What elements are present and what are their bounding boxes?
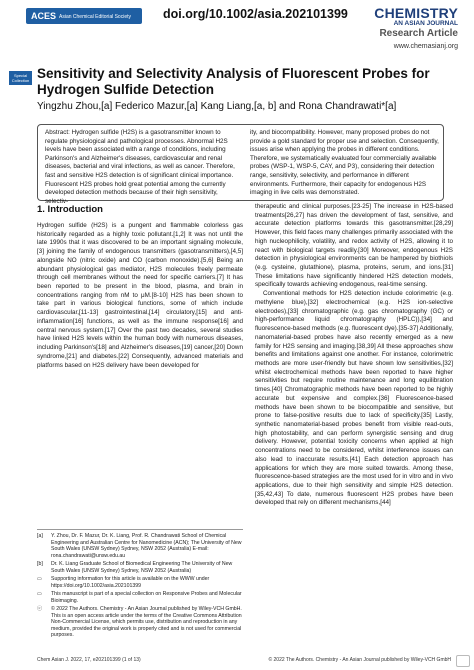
- article-type: Research Article: [379, 28, 458, 39]
- abstract-left-column: [45, 129, 235, 206]
- left-column-body: [37, 222, 243, 370]
- document-icon: ▭: [37, 576, 42, 582]
- footnote-text: © 2022 The Authors. Chemistry - An Asian Journal published by Wiley-VCH GmbH. This is an open access article under the terms of the Creative Commons Attribution Non-Commercial License, which permits use, distribution and reproduction in any medium, provided the original work is properly cited and is not used for commercial purposes.: [51, 606, 242, 638]
- open-access-icon: ⓒ: [37, 606, 43, 612]
- footnote-affiliation-b: [37, 561, 243, 574]
- footnote-marker: [a]: [37, 533, 43, 539]
- citation: Chem Asian J. 2022, 17, e202101399 (1 of 13): [37, 657, 141, 663]
- aces-logo: [26, 8, 142, 24]
- website-link[interactable]: www.chemasianj.org: [393, 43, 458, 50]
- section-heading: 1. Introduction: [37, 204, 103, 215]
- body-paragraph: Conventional methods for H2S detection include colorimetric (e.g. methylene blue),[32] electrochemical (e.g. H2S ion-selective electrodes),[33] chromatographic (e.g. gas chromatography (GC) or high-performance liquid chromatography (HPLC)),[34] and fluorescence-based methods (e.g. fluorescent dye).[35-37] Additionally, nanomaterial-based probes have also recently emerged as a new family for H2S sensing and imaging.[38,39] All these approaches show benefits and limitations against one another. For instance, colorimetric methods are more user-friendly but have shown low sensitivities,[32] whilst electrochemical methods have been reported to have higher sensitivities but require routine maintenance and long equilibration times.[40] Chromatographic methods have been reported to be highly accurate but expensive and complex.[36] Fluorescence-based methods have been shown to be biocompatible and sensitive, but prone to false-positive results due to lack of specificity.[35] Lastly, synthetic nanomaterial-based probes benefit from visible read-outs, high photostability, and can perform synergistic sensing and drug delivery. However, potential toxicity concerns when applied at high concentrations need to be considered, whilst interference issues can also lead to inaccurate results.[41] Each detection approach has applications for which they are more suited towards. Among these, fluorescence-based strategies are the most used for in vitro and in vivo applications, due to their high sensitivity and simple H2S detection.[35,42,43] To date, numerous fluorescent H2S probes have been developed that rely on different mechanisms,[44]: [255, 290, 453, 507]
- journal-name: CHEMISTRY: [374, 5, 458, 21]
- abstract-text-left: Abstract: Hydrogen sulfide (H2S) is a gasotransmitter known to regulate physiological and pathological processes. Abnormal H2S levels have been associated with a range of conditions, including Parkinson's and Alzheimer's diseases, cardiovascular and renal diseases, bacterial and viral infections, as well as cancer. Therefore, fast and sensitive H2S detection is of significant clinical importance. Fluorescent H2S probes hold great potential among the currently developed detection methods because of their high sensitivity, selectiv-: [45, 129, 235, 205]
- footnote-supporting-info[interactable]: [37, 576, 243, 589]
- doi-link[interactable]: doi.org/10.1002/asia.202101399: [163, 7, 348, 21]
- right-column-body: [255, 203, 453, 508]
- journal-logo: [374, 6, 458, 39]
- abstract-box: [37, 124, 444, 205]
- brand-name: ACES: [31, 11, 57, 21]
- journal-subtitle: AN ASIAN JOURNAL: [393, 20, 458, 27]
- intro-paragraph: Hydrogen sulfide (H2S) is a pungent and flammable colorless gas historically regarded as a highly toxic pollutant.[1,2] It was not until the late 1990s that it was discovered to be an important signaling molecule,[3] joining the family of endogenous transmitters (gasotransmitters),[4,5] alongside NO (nitric oxide) and CO (carbon monoxide).[5,6] Being an abundant physiological gas mediator, H2S molecules freely permeate through cell membranes without the need for specific carriers.[7] It has been reported to be present in the blood, plasma, and brain in concentrations ranging from nM to μM.[8-10] H2S has been shown to take part in various biological functions, some of which include cardiovascular,[11-13] gastrointestinal,[14] circulatory,[15] and anti-inflammation[16] functions, as well as the immune response[16] and central nervous system.[17] Over the past two decades, several studies have linked H2S levels within the human body with numerous diseases, including Parkinson's[18] and Alzheimer's diseases,[19] cancer,[20] Down syndrome,[21] and diabetes.[22] Consequently, advanced materials and platforms based on H2S delivery have been developed for: [37, 222, 243, 369]
- footnote-text: Supporting information for this article is available on the WWW under https://doi.org/10.1002/asia.202101399: [51, 576, 210, 589]
- footnotes: [37, 529, 243, 641]
- footnote-marker: [b]: [37, 561, 43, 567]
- publisher-logo-icon: [456, 655, 470, 667]
- brand-subtitle: Asian Chemical Editorial Society: [59, 13, 131, 20]
- footnote-license: [37, 606, 243, 639]
- footnote-text: This manuscript is part of a special collection on Responsive Probes and Molecular Bioimaging.: [51, 591, 242, 604]
- footnote-collection: [37, 591, 243, 604]
- footnote-text: Y. Zhou, Dr. F. Mazur, Dr. K. Liang, Prof. R. Chandrawati School of Chemical Engineering and Australian Centre for Nanomedicine (ACN); The University of New South Wales (UNSW Sydney) Sydney, NSW 2052 (Australia) E-mail: rona.chandrawati@unsw.edu.au: [51, 533, 242, 559]
- copyright: © 2022 The Authors. Chemistry - An Asian Journal published by Wiley-VCH GmbH: [268, 657, 451, 663]
- collection-icon: ▭: [37, 591, 42, 597]
- special-collection-badge: Special Collection: [9, 71, 32, 85]
- article-title: Sensitivity and Selectivity Analysis of Fluorescent Probes for Hydrogen Sulfide Detection: [37, 66, 430, 97]
- abstract-right-column: [250, 129, 440, 198]
- author-list: Yingzhu Zhou,[a] Federico Mazur,[a] Kang Liang,[a, b] and Rona Chandrawati*[a]: [37, 101, 397, 112]
- abstract-text-right: ity, and biocompatibility. However, many proposed probes do not provide a gold standard for proper use and selection. Consequently, issues arise when applying the probes in different conditions. Therefore, we systematically evaluated four commercially available probes (WSP-1, WSP-5, CAY, and P3), considering their detection range, sensitivity, selectivity, and performance in different environments. Furthermore, their capacity for endogenous H2S imaging in live cells was demonstrated.: [250, 129, 439, 197]
- body-paragraph: therapeutic and clinical purposes.[23-25] The increase in H2S-based treatments[26,27] has driven the development of fast, sensitive, and accurate detection platforms towards this gasotransmitter.[28,29] However, this field faces many challenges primarily associated with the high nucleophilicity, volatility, and redox activity of H2S, allowing it to react with biological targets readily.[30] Moreover, endogenous H2S detection in physiological environments can be hampered by biothiols (e.g. cysteine, glutathione), plasma, proteins, serum, and ions.[31] These limitations have significantly hindered H2S detection models, specifically towards achieving endogenous, real-time sensing.: [255, 203, 453, 289]
- page-header: [0, 0, 474, 56]
- footnote-text: Dr. K. Liang Graduate School of Biomedical Engineering The University of New South Wales (UNSW Sydney) Sydney, NSW 2052 (Australia): [51, 561, 233, 574]
- footnote-divider: [37, 529, 243, 530]
- page-footer: [37, 657, 451, 663]
- footnote-affiliation-a: [37, 533, 243, 559]
